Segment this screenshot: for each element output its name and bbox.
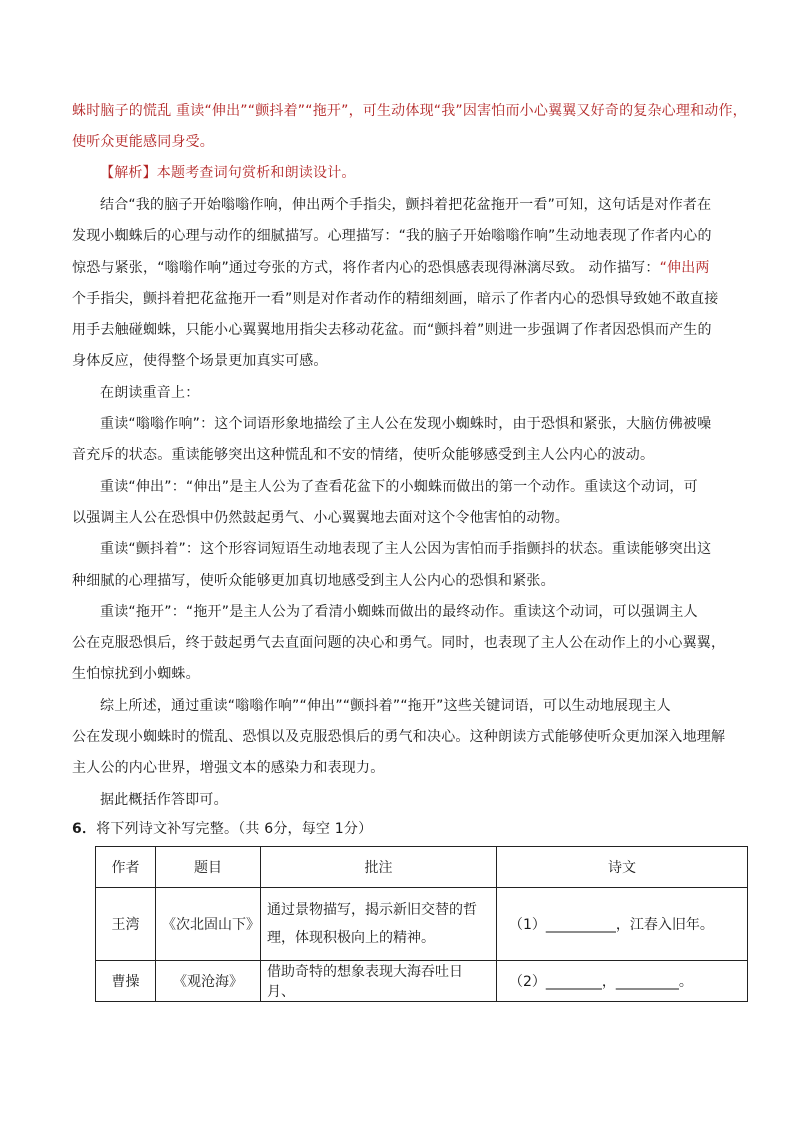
header-title: 题目 bbox=[156, 847, 261, 888]
table-row bbox=[96, 961, 748, 1002]
paragraph-line: 音充斥的状态。重读能够突出这种慌乱和不安的情绪，使听众能够感受到主人公内心的波动。 bbox=[72, 447, 655, 463]
paragraph-line: 重读“嗡嗡作响”：这个词语形象地描绘了主人公在发现小蜘蛛时，由于恐惧和紧张，大脑仿佛被噪 bbox=[100, 416, 712, 432]
paragraph-line: 重读“颤抖着”：这个形容词短语生动地表现了主人公因为害怕而手指颤抖的状态。重读能够突出这 bbox=[100, 541, 712, 557]
paragraph-line: 重读“伸出”：“伸出”是主人公为了查看花盆下的小蜘蛛而做出的第一个动作。重读这个动词，可 bbox=[100, 479, 698, 495]
paragraph-line: 在朗读重音上： bbox=[100, 385, 200, 401]
paragraph-line: 以强调主人公在恐惧中仍然鼓起勇气、小心翼翼地去面对这个令他害怕的动物。 bbox=[72, 510, 569, 526]
cell-title: 《观沧海》 bbox=[156, 961, 261, 1002]
cell-poem-blank[interactable]: （1）__________，江春入旧年。 bbox=[497, 888, 748, 961]
paragraph-line: 种细腻的心理描写，使听众能够更加真切地感受到主人公内心的恐惧和紧张。 bbox=[72, 573, 555, 589]
analysis-heading: 【解析】本题考查词句赏析和朗读设计。 bbox=[100, 165, 356, 181]
header-note: 批注 bbox=[261, 847, 497, 888]
note-line: 理，体现积极向上的精神。 bbox=[267, 930, 435, 946]
header-author: 作者 bbox=[96, 847, 156, 888]
paragraph-line: 身体反应，使得整个场景更加真实可感。 bbox=[72, 353, 328, 369]
paragraph-line: 据此概括作答即可。 bbox=[100, 792, 228, 808]
paragraph-line: 用手去触碰蜘蛛，只能小心翼翼地用指尖去移动花盆。而“颤抖着”则进一步强调了作者因恐惧而产生的 bbox=[72, 322, 712, 338]
paragraph-line: 主人公的内心世界，增强文本的感染力和表现力。 bbox=[72, 760, 385, 776]
paragraph-line: 个手指尖，颤抖着把花盆拖开一看”则是对作者动作的精细刻画，暗示了作者内心的恐惧导致她不敢直接 bbox=[72, 291, 719, 307]
paragraph-line: 发现小蜘蛛后的心理与动作的细腻描写。心理描写：“我的脑子开始嗡嗡作响”生动地表现了作者内心的 bbox=[72, 228, 712, 244]
cell-note: 借助奇特的想象表现大海吞吐日月、 bbox=[261, 961, 497, 1002]
cell-author: 曹操 bbox=[96, 961, 156, 1002]
paragraph-line: 公在克服恐惧后，终于鼓起勇气去直面问题的决心和勇气。同时，也表现了主人公在动作上的小心翼翼， bbox=[72, 635, 726, 651]
cell-poem-blank[interactable]: （2）________，_________。 bbox=[497, 961, 748, 1002]
question-number: 6． bbox=[72, 821, 97, 837]
cell-author: 王湾 bbox=[96, 888, 156, 961]
paragraph-line: 结合“我的脑子开始嗡嗡作响，伸出两个手指尖，颤抖着把花盆拖开一看”可知，这句话是对作者在 bbox=[100, 197, 712, 213]
cell-title: 《次北固山下》 bbox=[156, 888, 261, 961]
paragraph-line: 蛛时脑子的慌乱 重读“伸出”“颤抖着”“拖开”，可生动体现“我”因害怕而小心翼翼又好奇的复杂心理和动作， bbox=[72, 103, 747, 119]
paragraph-line: 使听众更能感同身受。 bbox=[72, 134, 214, 150]
poem-table bbox=[95, 846, 748, 1002]
paragraph-line: 重读“拖开”：“拖开”是主人公为了看清小蜘蛛而做出的最终动作。重读这个动词，可以强调主人 bbox=[100, 604, 698, 620]
paragraph-line bbox=[72, 258, 710, 278]
paragraph-text: 惊恐与紧张，“嗡嗡作响”通过夸张的方式，将作者内心的恐惧感表现得淋漓尽致。 动作描写： bbox=[72, 260, 660, 276]
table-header-row bbox=[96, 847, 748, 888]
paragraph-line: 公在发现小蜘蛛时的慌乱、恐惧以及克服恐惧后的勇气和决心。这种朗读方式能够使听众更加深入地理解 bbox=[72, 729, 726, 745]
question-text: 将下列诗文补写完整。（共 6分，每空 1分） bbox=[96, 821, 373, 837]
paragraph-line: 生怕惊扰到小蜘蛛。 bbox=[72, 666, 200, 682]
question-6 bbox=[72, 819, 372, 839]
table-row bbox=[96, 888, 748, 961]
paragraph-line: 综上所述，通过重读“嗡嗡作响”“伸出”“颤抖着”“拖开”这些关键词语，可以生动地展现主人 bbox=[100, 698, 671, 714]
cell-note bbox=[261, 888, 497, 961]
header-poem: 诗文 bbox=[497, 847, 748, 888]
highlighted-quote: “伸出两 bbox=[659, 260, 710, 276]
note-line: 通过景物描写，揭示新旧交替的哲 bbox=[267, 902, 477, 918]
